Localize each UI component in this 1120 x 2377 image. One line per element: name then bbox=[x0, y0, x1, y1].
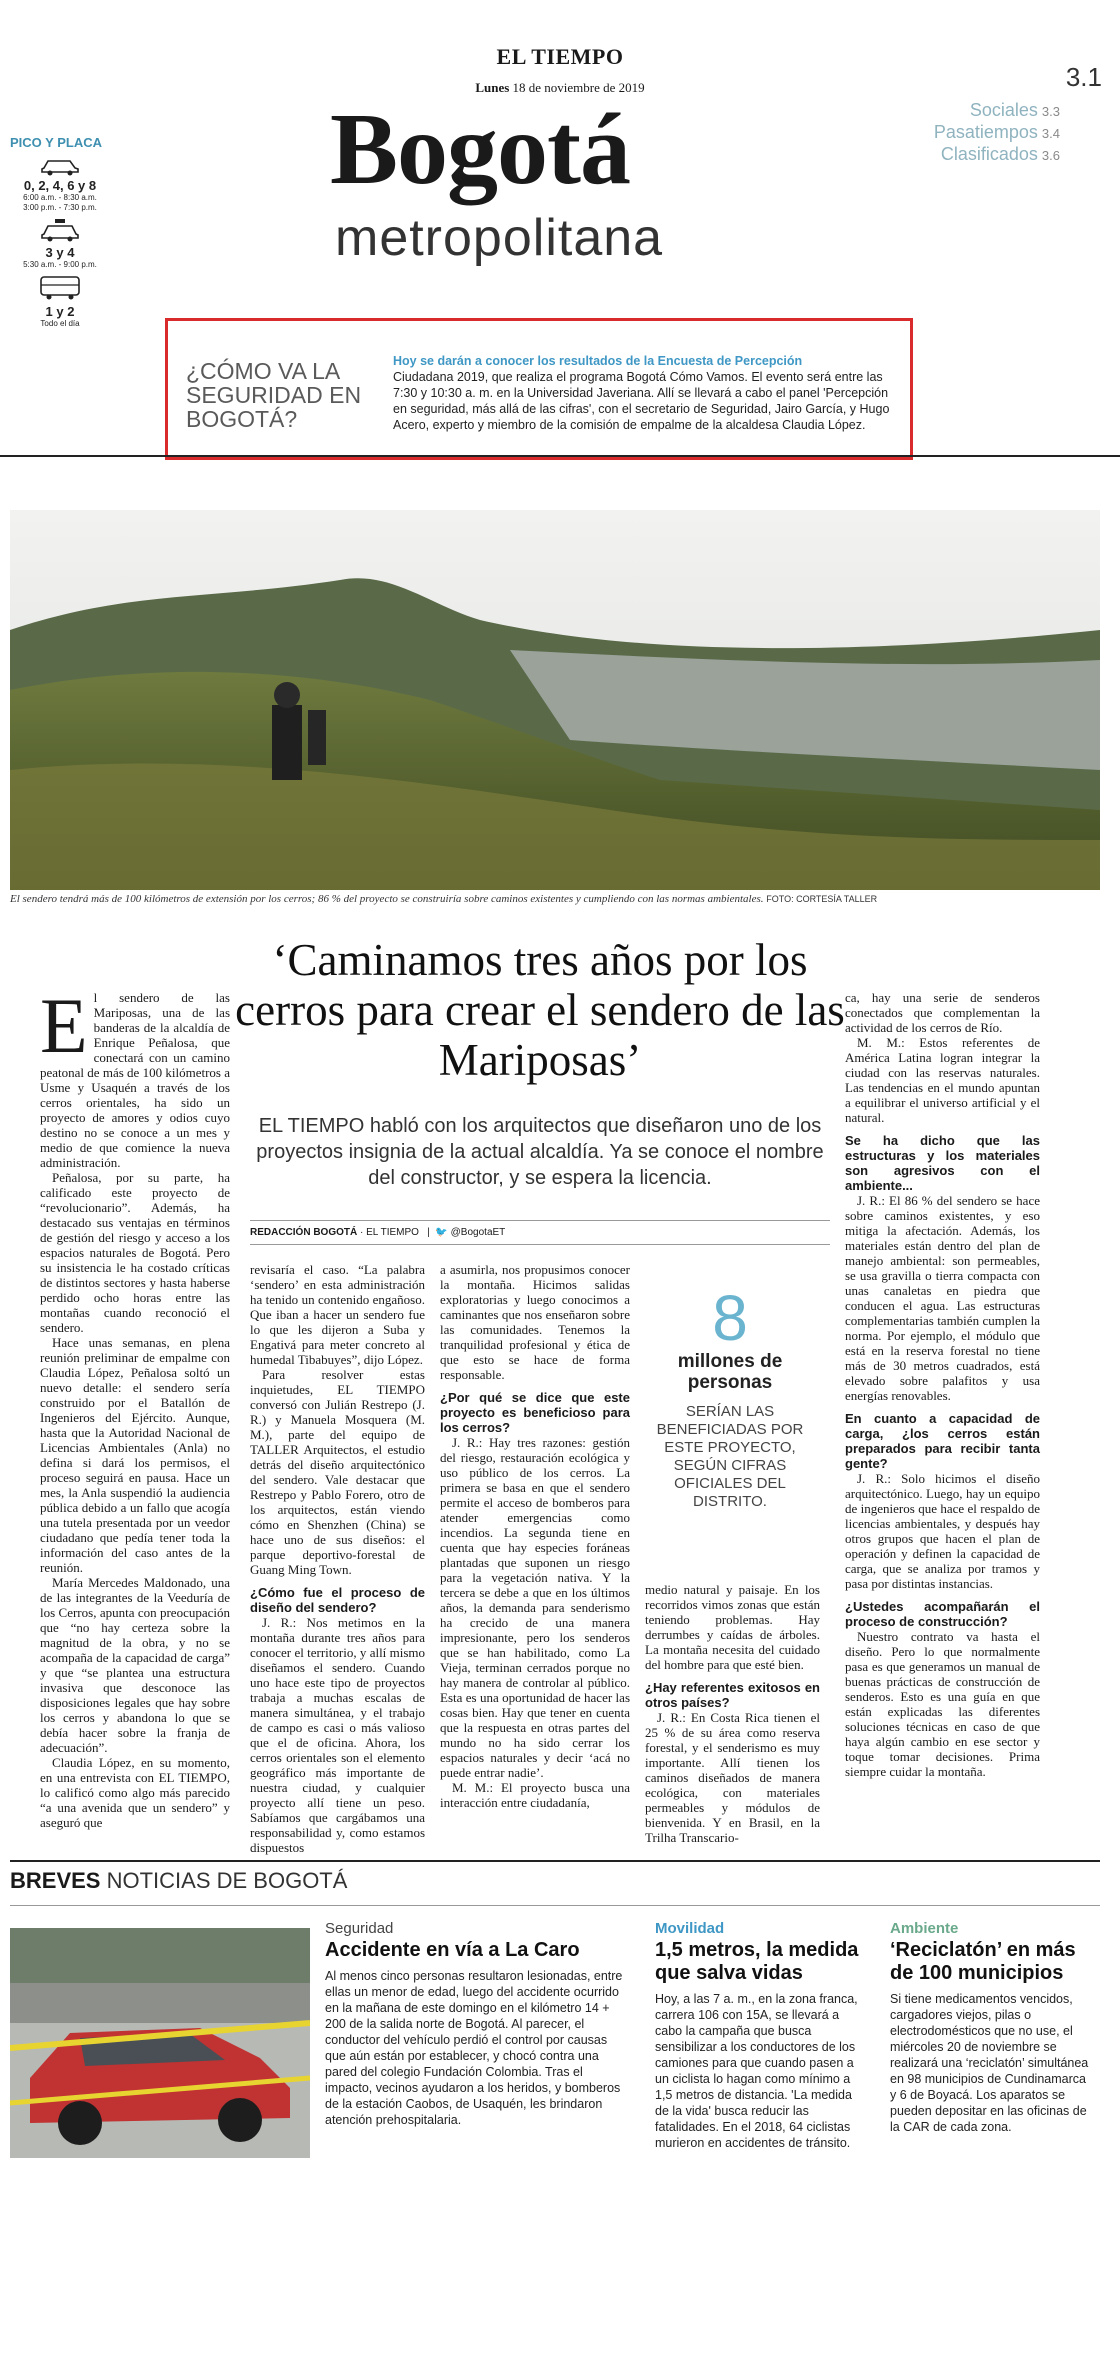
brief-text: Si tiene medicamentos vencidos, cargadores viejos, pilas o electrodomésticos que no use, el miércoles 20 de noviembre se realizará una ‘reciclatón’ simultánea en 98 municipios de Cundinamarca y 6 de Boyacá. Los aparatos se pueden depositar en las oficinas de la CAR de cada zona. bbox=[890, 1992, 1089, 2134]
twitter-icon: 🐦 bbox=[435, 1227, 448, 1238]
section-link-pasatiempos[interactable]: Pasatiempos 3.4 bbox=[933, 122, 1060, 142]
question-heading: En cuanto a capacidad de carga, ¿los cerros están preparados para recibir tanta gente? bbox=[845, 1411, 1040, 1471]
stat-subtext: SERÍAN LAS BENEFICIADAS POR ESTE PROYECTO, SEGÚN CIFRAS OFICIALES DEL DISTRITO. bbox=[656, 1403, 804, 1510]
date-day: Lunes bbox=[475, 80, 510, 95]
section-index bbox=[934, 100, 1060, 166]
car-accident-photo bbox=[10, 1928, 310, 2158]
section-title: Bogotá bbox=[330, 93, 630, 206]
car-hours-morning: 6:00 a.m. - 8:30 a.m. bbox=[23, 193, 97, 202]
promo-question: ¿CÓMO VA LA SEGURIDAD EN BOGOTÁ? bbox=[186, 358, 362, 432]
brief-title[interactable]: ‘Reciclatón’ en más de 100 municipios bbox=[890, 1939, 1076, 1984]
breves-divider bbox=[10, 1905, 1100, 1906]
article-column-3: a asumirla, nos propusimos conocer la montaña. Hicimos salidas exploratorias y luego conocimos a caminantes que nos enseñaron sobre las comunidades. Tenemos la tranquilidad profesional y ética de que esto se hace de forma responsable. ¿Por qué se dice que este proyecto es beneficioso para los cerros? J. R.: Hay tres razones: gestión del riesgo, restauración ecológica y uso público de los cerros. La primera se basa en que el sendero permite el acceso de bomberos para atender emergencias como incendios. La segunda tiene en cuenta que hay especies foráneas plantadas que suponen un riesgo para la vegetación nativa. Y la tercera se debe a que en los últimos años, la demanda para senderismo ha crecido de una manera impresionante, pero los senderos que se han habilitado, como La Vieja, terminan cerrados porque no hay manera de controlar al público. Esta es una oportunidad de hacer las cosas bien. Hay que tener en cuenta que la respuesta en otras partes del mundo no ha sido cerrar los espacios naturales y decir ‘acá no puede entrar nadie’. M. M.: El proyecto busca una interacción entre ciudadanía, bbox=[440, 1262, 630, 1810]
section-subtitle: metropolitana bbox=[335, 209, 664, 267]
brief-title[interactable]: Accidente en vía a La Caro bbox=[325, 1939, 580, 1961]
brief-ambiente bbox=[890, 1920, 1090, 2135]
newspaper-masthead: EL TIEMPO bbox=[496, 44, 624, 69]
article-column-2: revisaría el caso. “La palabra ‘sendero’ en esta administración ha tenido un contenido engañoso. Que iban a hacer un sendero fue lo que les dijeron a Suba y Engativá para meter concreto al humedal Tibabuyes”, dijo López. Para resolver estas inquietudes, EL TIEMPO conversó con Julián Restrepo (J. R.) y Manuela Mosquera (M. M.), parte del equipo de TALLER Arquitectos, el estudio detrás del diseño arquitectónico del sendero. Vale destacar que Restrepo y Pablo Forero, otro de los arquitectos, están viendo cómo en Shenzhen (China) se hace uno de sus diseños: el parque deportivo-forestal de Guang Ming Town. ¿Cómo fue el proceso de diseño del sendero? J. R.: Nos metimos en la montaña durante tres años para conocer el territorio, y allí mismo diseñamos el sendero. Cuando uno hace este tipo de proyectos trabaja a muchas escalas de manera simultánea, y el trabajo de campo es casi o más valioso que el de oficina. Ahora, los cerros orientales son el elemento geográfico más importante de nuestra ciudad, y cualquier proyecto allí tiene un peso. Sabíamos que cargábamos una responsabilidad y, como estamos dispuestos bbox=[250, 1262, 425, 1855]
breves-top-rule bbox=[10, 1860, 1100, 1862]
drop-cap: E bbox=[40, 982, 88, 1069]
mountain-trail-photo bbox=[10, 510, 1100, 890]
stat-label: millones de personas bbox=[677, 1351, 783, 1393]
brief-section: Seguridad bbox=[325, 1920, 394, 1937]
article-column-1: El sendero de las Mariposas, una de las banderas de la alcaldía de Enrique Peñalosa, que conectará con un camino peatonal de más de 100 kilómetros a Usme y Usaquén a través de los cerros orientales, ha sido un proyecto de amores y odios cuyo destino no se conoce a un mes y medio de que comience la nueva administración. Peñalosa, por su parte, ha calificado este proyecto de “revolucionario”. Además, ha destacado sus ventajas en términos de gestión del riesgo y acceso a los espacios naturales de Bogotá. Pero su insistencia le ha costado críticas de distintos sectores y hasta haberse perdido ocho horas entre las montañas cuando reconoció el sendero. Hace unas semanas, en plena reunión preliminar de empalme con Claudia López, Peñalosa soltó un nuevo detalle: el sendero sería construido por el Batallón de Ingenieros del Ejército. Aunque, hasta que la Autoridad Nacional de Licencias Ambientales (Anla) no defina si dará los permisos, el proceso seguirá en pausa. Hace un mes, la Anla suspendió la audiencia pública debido a un fallo que acogía una tutela presentada por un veedor ciudadano que pedía tener toda la información del caso antes de la reunión. María Mercedes Maldonado, una de las integrantes de la Veeduría de los Cerros, apunta con preocupación que “no hay certeza sobre la magnitud de la obra, y no se acompaña de la capacidad de carga” y que “se plantea una estructura invasiva que desconoce las disposiciones legales que hay sobre los cerros y abandona lo que se debía hacer sobre la franja de adecuación”. Claudia López, en su momento, en una entrevista con EL TIEMPO, lo calificó como algo más parecido “a una avenida que un sendero” y aseguró que bbox=[40, 982, 230, 1830]
car-plate-digits: 0, 2, 4, 6 y 8 bbox=[23, 178, 97, 193]
article-column-5: ca, hay una serie de senderos conectados que complementan la actividad de los cerros de Río. M. M.: Estos referentes de América Latina logran integrar la ciudad con las reservas naturales. Las tendencias en el mundo apuntan a equilibrar el universo artificial y el natural. Se ha dicho que las estructuras y los materiales son agresivos con el ambiente... J. R.: El 86 % del sendero se hace sobre caminos existentes, y eso mitiga la afectación. Además, los materiales están dentro del plan de manejo ambiental: son permeables, se usa gravilla o tierra compacta con unas canaletas en piedra que conducen el agua. Las estructuras complementarias también cumplen la norma. Por ejemplo, el módulo que está en la reserva forestal no tiene más de 30 metros cuadrados, está elevado sobre palafitos y usa energías renovables. En cuanto a capacidad de carga, ¿los cerros están preparados para recibir tanta gente? J. R.: Solo hicimos el diseño arquitectónico. Luego, hay un equipo de ingenieros que hace el respaldo de licencias ambientales, y después hay otros grupos que hacen el plan de operación y definen la capacidad de carga, que se analiza por tramos y pasa por distintas instancias. ¿Ustedes acompañarán el proceso de construcción? Nuestro contrato va hasta el diseño. Pero lo que normalmente pasa es que generamos un manual de buenas prácticas de construcción de senderos. Esto es una guía en que están explicadas las diferentes soluciones técnicas en caso de que haya algún cambio en ese sector y toque tomar decisiones. Prima siempre cuidar la montaña. bbox=[845, 990, 1040, 1779]
brief-section: Ambiente bbox=[890, 1920, 959, 1937]
brief-section: Movilidad bbox=[655, 1920, 725, 1937]
brief-seguridad bbox=[325, 1920, 625, 2128]
photo-credit: FOTO: CORTESÍA TALLER bbox=[766, 894, 878, 904]
brief-title[interactable]: 1,5 metros, la medida que salva vidas bbox=[655, 1939, 859, 1984]
byline-paper: · EL TIEMPO bbox=[360, 1227, 419, 1238]
caption-text: El sendero tendrá más de 100 kilómetros de extensión por los cerros; 86 % del proyecto se construiría sobre caminos existentes y cumpliendo con las normas ambientales. bbox=[10, 893, 764, 905]
byline-author: REDACCIÓN BOGOTÁ bbox=[250, 1227, 358, 1238]
article-column-4: medio natural y paisaje. En los recorridos vimos zonas que están teniendo problemas. Hay derrumbes y caídas de árboles. La montaña necesita del cuidado del hombre para que esté bien. ¿Hay referentes exitosos en otros países? J. R.: En Costa Rica tienen el 25 % de su área como reserva forestal, y el senderismo es muy importante. Allí tienen los caminos diseñados de manera ecológica, con materiales permeables y módulos de bienvenida. Y en Brasil, en la Trilha Transcario- bbox=[645, 1582, 820, 1845]
pico-y-placa-heading: PICO Y PLACA bbox=[10, 135, 102, 150]
article-deck: EL TIEMPO habló con los arquitectos que diseñaron uno de los proyectos insignia de la actual alcaldía. Ya se conoce el nombre del constructor, y se espera la licencia. bbox=[256, 1115, 824, 1189]
pico-y-placa-box bbox=[10, 135, 110, 329]
page-number: 3.1 bbox=[1065, 62, 1102, 92]
article-byline: REDACCIÓN BOGOTÁ · EL TIEMPO | 🐦 @BogotaET bbox=[250, 1220, 830, 1245]
bus-plate-digits: 1 y 2 bbox=[45, 304, 75, 319]
brief-text: Al menos cinco personas resultaron lesionadas, entre ellas un menor de edad, luego del accidente ocurrido en la mañana de este domingo en el kilómetro 14 + 200 de la salida norte de Bogotá. Al parecer, el conductor del vehículo perdió el control por causas que aún están por establecer, y chocó contra una pared del colegio Fundación Colombia. Tras el impacto, vecinos ayudaron a los heridos, y bomberos de la estación Caobos, de Usaquén, les brindaron atención prehospitalaria. bbox=[325, 1969, 623, 2127]
article-headline: ‘Caminamos tres años por los cerros para crear el sendero de las Mariposas’ bbox=[235, 935, 845, 1085]
breves-header: BREVES NOTICIAS DE BOGOTÁ bbox=[10, 1868, 348, 1893]
car-hours-afternoon: 3:00 p.m. - 7:30 p.m. bbox=[23, 203, 97, 212]
section-link-clasificados[interactable]: Clasificados 3.6 bbox=[940, 144, 1060, 164]
stat-number: 8 bbox=[712, 1282, 748, 1354]
question-heading: Se ha dicho que las estructuras y los materiales son agresivos con el ambiente... bbox=[845, 1133, 1040, 1193]
photo-caption bbox=[10, 893, 1100, 905]
question-heading: ¿Cómo fue el proceso de diseño del sendero? bbox=[250, 1585, 425, 1615]
taxi-icon bbox=[40, 217, 80, 243]
promo-highlight: Hoy se darán a conocer los resultados de la Encuesta de Percepción bbox=[393, 354, 803, 368]
car-icon bbox=[40, 154, 80, 176]
header-divider bbox=[0, 455, 1120, 457]
bus-hours: Todo el día bbox=[40, 319, 80, 328]
taxi-plate-digits: 3 y 4 bbox=[45, 245, 75, 260]
question-heading: ¿Por qué se dice que este proyecto es beneficioso para los cerros? bbox=[440, 1390, 630, 1435]
date-text: 18 de noviembre de 2019 bbox=[512, 80, 645, 95]
brief-text: Hoy, a las 7 a. m., en la zona franca, carrera 106 con 15A, se llevará a cabo la campaña que busca sensibilizar a los conductores de los camiones para que cuando pasen a un ciclista lo hagan como mínimo a 1,5 metros de distancia. 'La medida de la vida' busca reducir las fatalidades. En el 2018, 64 ciclistas murieron en accidentes de tránsito. bbox=[655, 1992, 858, 2150]
section-link-sociales[interactable]: Sociales 3.3 bbox=[969, 100, 1060, 120]
brief-movilidad bbox=[655, 1920, 860, 2151]
promo-body: Ciudadana 2019, que realiza el programa Bogotá Cómo Vamos. El evento será entre las 7:30 y 10:30 a. m. en la Universidad Javeriana. Allí se llevará a cabo el panel 'Percepción en seguridad, más allá de las cifras', con el secretario de Seguridad, Jairo García, y Hugo Acero, experto y miembro de la comisión de empalme de la alcaldesa Claudia López. bbox=[393, 370, 890, 432]
question-heading: ¿Hay referentes exitosos en otros países? bbox=[645, 1680, 820, 1710]
stat-callout bbox=[650, 1282, 810, 1511]
bus-icon bbox=[38, 274, 82, 302]
twitter-handle[interactable]: @BogotaET bbox=[450, 1227, 506, 1238]
question-heading: ¿Ustedes acompañarán el proceso de construcción? bbox=[845, 1599, 1040, 1629]
security-survey-promo bbox=[165, 318, 913, 460]
taxi-hours: 5:30 a.m. - 9:00 p.m. bbox=[23, 260, 97, 269]
promo-text bbox=[393, 353, 898, 433]
